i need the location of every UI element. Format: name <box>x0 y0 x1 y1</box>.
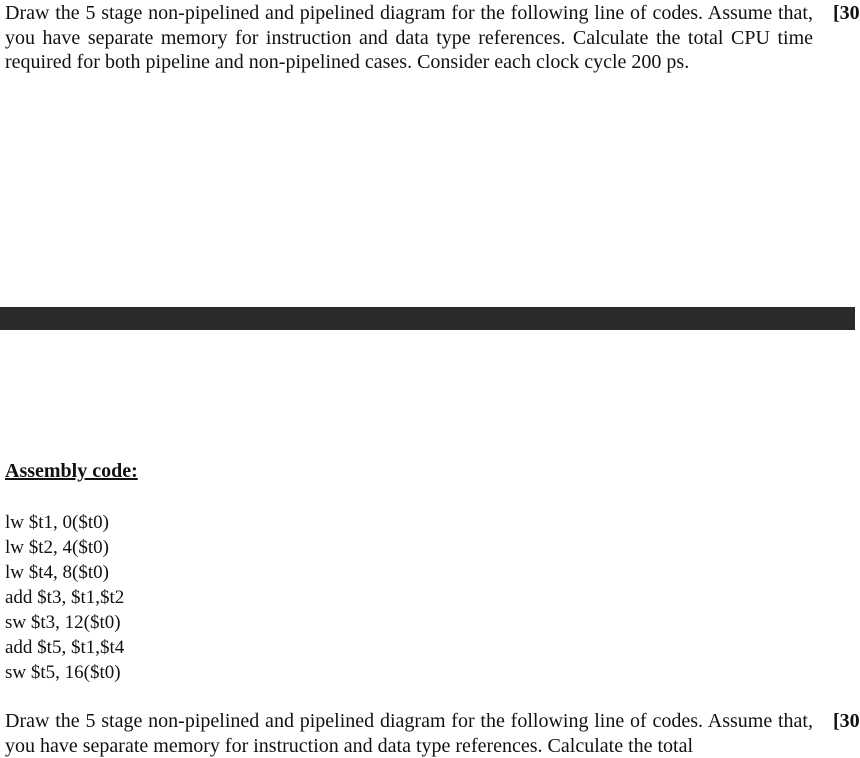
marks-label-bottom: [30 <box>833 710 860 732</box>
marks-label-top: [30 <box>833 2 860 24</box>
section-divider-bar <box>0 307 855 330</box>
assembly-code-heading: Assembly code: <box>5 460 138 482</box>
code-line: add $t5, $t1,$t4 <box>5 637 125 658</box>
code-line: sw $t3, 12($t0) <box>5 612 121 633</box>
code-line: lw $t1, 0($t0) <box>5 512 109 533</box>
code-line: add $t3, $t1,$t2 <box>5 587 125 608</box>
assembly-code-list <box>5 510 124 685</box>
question-text-bottom: Draw the 5 stage non-pipelined and pipelined diagram for the following line of codes. Assume that, you have separate memory for instruction and data type references. Calculate the total <box>5 710 813 757</box>
code-line: sw $t5, 16($t0) <box>5 662 121 683</box>
code-line: lw $t2, 4($t0) <box>5 537 109 558</box>
code-line: lw $t4, 8($t0) <box>5 562 109 583</box>
question-text-top: Draw the 5 stage non-pipelined and pipelined diagram for the following line of codes. Assume that, you have separate memory for instruction and data type references. Calculate the total CPU time required for both pipeline and non-pipelined cases. Consider each clock cycle 200 ps. <box>5 2 813 73</box>
